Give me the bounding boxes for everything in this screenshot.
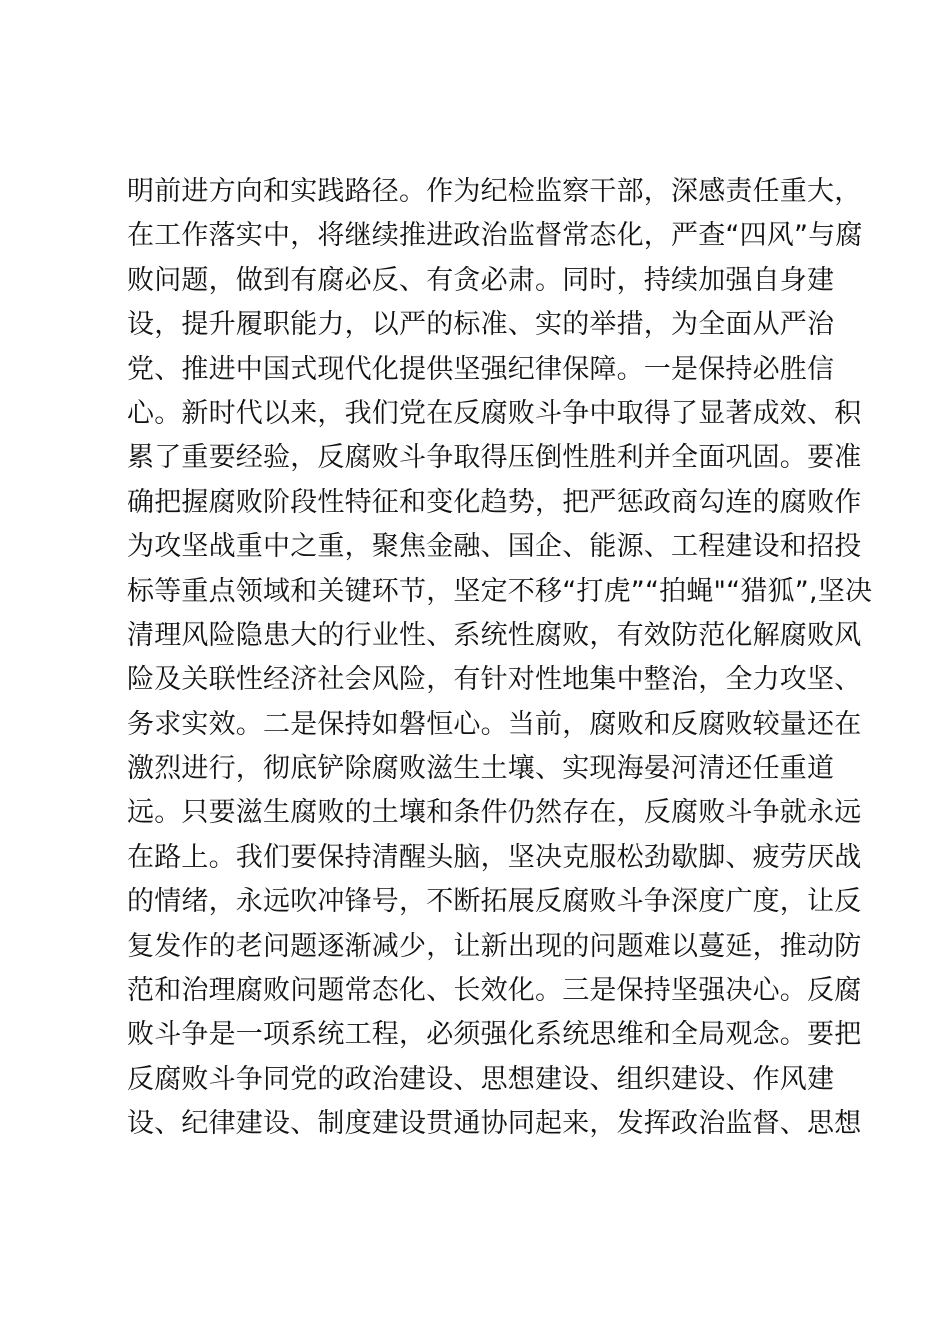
text-line: 明前进方向和实践路径。作为纪检监察干部，深感责任重大， xyxy=(127,176,862,207)
text-line: 激烈进行，彻底铲除腐败滋生土壤、实现海晏河清还任重道 xyxy=(127,753,835,785)
text-line: 为攻坚战重中之重，聚焦金融、国企、能源、工程建设和招投 xyxy=(127,531,862,563)
text-line: 反腐败斗争同党的政治建设、思想建设、组织建设、作风建 xyxy=(127,1063,835,1095)
text-line: 复发作的老问题逐渐减少，让新出现的问题难以蔓延，推动防 xyxy=(127,930,862,962)
text-line: 范和治理腐败问题常态化、长效化。三是保持坚强决心。反腐 xyxy=(127,975,862,1007)
text-line: 务求实效。二是保持如磐恒心。当前，腐败和反腐败较量还在 xyxy=(127,708,862,740)
text-line: 设、纪律建设、制度建设贯通协同起来，发挥政治监督、思想 xyxy=(127,1108,862,1140)
text-line: 标等重点领域和关键环节，坚定不移“打虎”“拍蝇"“猎狐”,坚决 xyxy=(127,575,873,607)
text-line: 远。只要滋生腐败的土壤和条件仍然存在，反腐败斗争就永远 xyxy=(127,797,862,829)
text-line: 累了重要经验，反腐败斗争取得压倒性胜利并全面巩固。要准 xyxy=(127,442,862,474)
text-line: 败斗争是一项系统工程，必须强化系统思维和全局观念。要把 xyxy=(127,1019,862,1051)
text-line: 的情绪，永远吹冲锋号，不断拓展反腐败斗争深度广度，让反 xyxy=(127,886,862,918)
text-line: 党、推进中国式现代化提供坚强纪律保障。一是保持必胜信 xyxy=(127,353,835,385)
body-paragraph xyxy=(127,170,873,1147)
text-line: 清理风险隐患大的行业性、系统性腐败，有效防范化解腐败风 xyxy=(127,619,862,651)
text-line: 心。新时代以来，我们党在反腐败斗争中取得了显著成效、积 xyxy=(127,397,862,429)
text-line: 在路上。我们要保持清醒头脑，坚决克服松劲歇脚、疲劳厌战 xyxy=(127,841,862,873)
text-line: 设，提升履职能力，以严的标准、实的举措，为全面从严治 xyxy=(127,309,835,341)
text-line: 险及关联性经济社会风险，有针对性地集中整治，全力攻坚、 xyxy=(127,664,862,696)
text-line: 在工作落实中，将继续推进政治监督常态化，严查“四风”与腐 xyxy=(127,220,863,252)
text-line: 败问题，做到有腐必反、有贪必肃。同时，持续加强自身建 xyxy=(127,264,835,296)
text-line: 确把握腐败阶段性特征和变化趋势，把严惩政商勾连的腐败作 xyxy=(127,486,862,518)
